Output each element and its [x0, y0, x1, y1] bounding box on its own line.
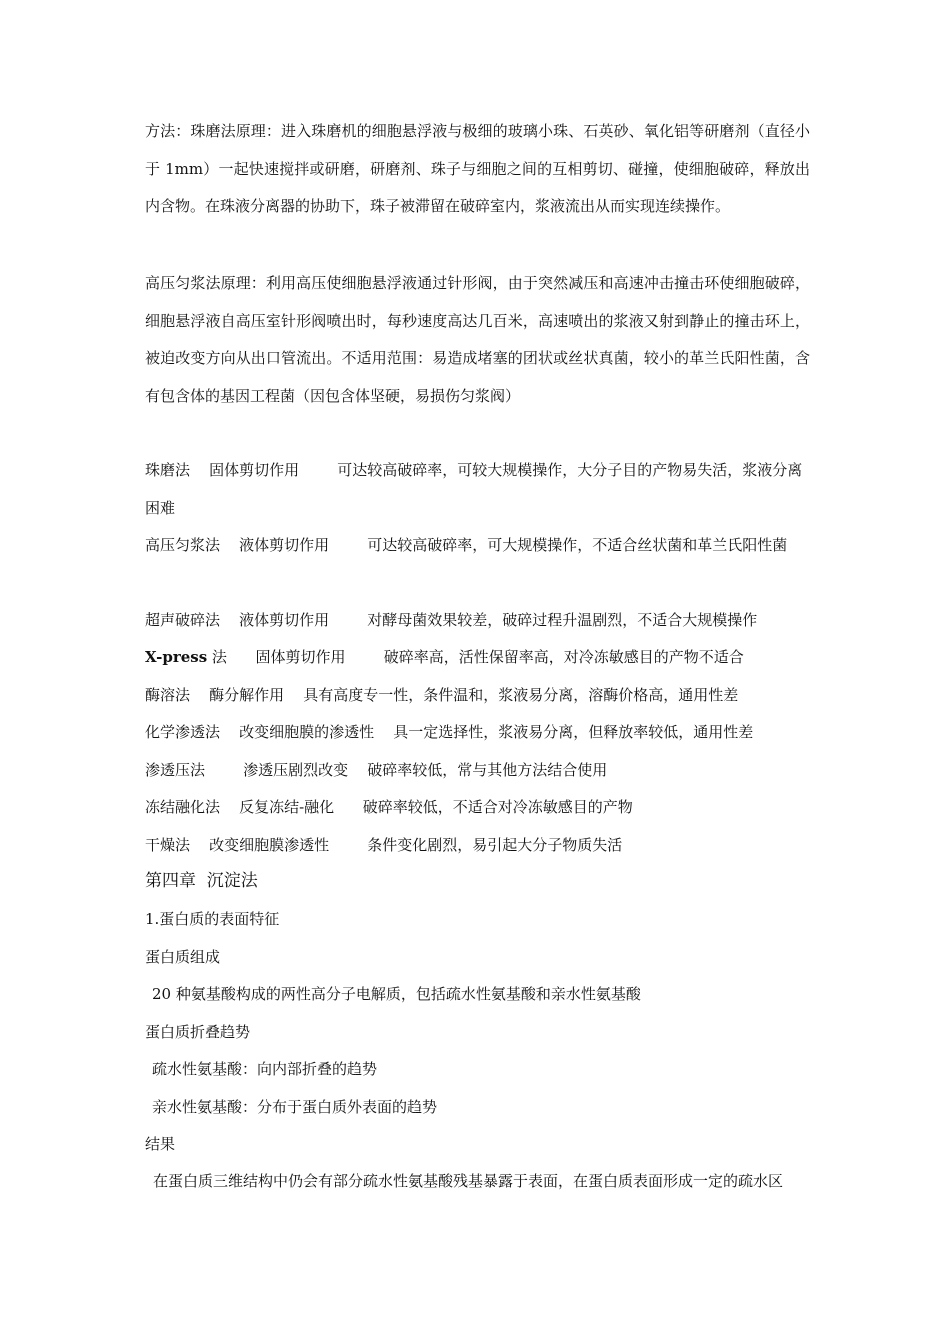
- method-name: 冻结融化法: [145, 798, 221, 816]
- method-name: 化学渗透法: [145, 723, 221, 741]
- method-name: 酶溶法: [145, 686, 191, 704]
- method-row-high-pressure: [145, 527, 813, 565]
- method-row-freeze-thaw: [145, 789, 813, 827]
- spacer: [190, 461, 209, 479]
- method-notes: 破碎率较低，常与其他方法结合使用: [367, 761, 608, 779]
- method-notes: 可达较高破碎率，可较大规模操作，大分子目的产物易失活，浆液分离困难: [145, 461, 803, 517]
- result-label: 结果: [145, 1135, 176, 1153]
- hydrophilic-text: 亲水性氨基酸：分布于蛋白质外表面的趋势: [152, 1098, 438, 1116]
- method-name: 干燥法: [145, 836, 191, 854]
- spacer: [334, 798, 363, 816]
- spacer: [374, 723, 393, 741]
- composition-label: 蛋白质组成: [145, 948, 221, 966]
- chapter-title: [145, 866, 258, 896]
- method-notes: 条件变化剧烈，易引起大分子物质失活: [367, 836, 623, 854]
- method-name-suffix: 法: [207, 648, 227, 666]
- spacer: [227, 648, 256, 666]
- method-notes: 对酵母菌效果较差，破碎过程升温剧烈，不适合大规模操作: [367, 611, 758, 629]
- spacer: [284, 686, 303, 704]
- spacer: [190, 836, 209, 854]
- high-pressure-principle-paragraph: 高压匀浆法原理：利用高压使细胞悬浮液通过针形阀，由于突然减压和高速冲击撞击环使细胞破碎，细胞悬浮液自高压室针形阀喷出时，每秒速度高达几百米，高速喷出的浆液又射到静止的撞击环上，被迫改变方向从出口管流出。不适用范围：易造成堵塞的团状或丝状真菌，较小的革兰氏阳性菌，含有包含体的基因工程菌（因包含体坚硬，易损伤匀浆阀）: [145, 274, 810, 405]
- method-row-bead-mill: [145, 452, 813, 527]
- method-mechanism: 改变细胞膜的渗透性: [239, 723, 375, 741]
- method-row-ultrasonic: [145, 602, 813, 640]
- spacer: [220, 536, 239, 554]
- method-name: 高压匀浆法: [145, 536, 221, 554]
- method-mechanism: 固体剪切作用: [209, 461, 300, 479]
- result-text: 在蛋白质三维结构中仍会有部分疏水性氨基酸残基暴露于表面，在蛋白质表面形成一定的疏水区: [153, 1172, 784, 1190]
- spacer: [329, 611, 367, 629]
- method-notes: 具一定选择性，浆液易分离，但释放率较低，通用性差: [393, 723, 754, 741]
- method-notes: 破碎率较低，不适合对冷冻敏感目的产物: [362, 798, 633, 816]
- method-notes: 具有高度专一性，条件温和，浆液易分离，溶酶价格高，通用性差: [303, 686, 739, 704]
- spacer: [190, 686, 209, 704]
- spacer: [205, 761, 243, 779]
- spacer: [348, 761, 367, 779]
- spacer: [299, 461, 337, 479]
- method-mechanism: 固体剪切作用: [255, 648, 346, 666]
- spacer: [329, 836, 367, 854]
- spacer: [220, 611, 239, 629]
- method-mechanism: 液体剪切作用: [239, 611, 330, 629]
- method-name-bold: X-press: [145, 648, 208, 666]
- spacer: [329, 536, 367, 554]
- spacer: [220, 798, 239, 816]
- method-notes: 破碎率高，活性保留率高，对冷冻敏感目的产物不适合: [383, 648, 744, 666]
- spacer: [220, 723, 239, 741]
- method-name: 珠磨法: [145, 461, 191, 479]
- method-row-chemical-permeation: [145, 714, 813, 752]
- method-name: 超声破碎法: [145, 611, 221, 629]
- hydrophobic-text: 疏水性氨基酸：向内部折叠的趋势: [152, 1060, 378, 1078]
- method-row-enzymatic: [145, 677, 813, 715]
- method-mechanism: 改变细胞膜渗透性: [209, 836, 330, 854]
- method-mechanism: 酶分解作用: [209, 686, 285, 704]
- method-mechanism: 液体剪切作用: [239, 536, 330, 554]
- method-mechanism: 反复冻结-融化: [239, 798, 335, 816]
- chapter-title-text: 第四章 沉淀法: [145, 871, 258, 891]
- method-mechanism: 渗透压剧烈改变: [243, 761, 349, 779]
- method-row-drying: [145, 827, 813, 865]
- method-row-osmotic: [145, 752, 813, 790]
- method-notes: 可达较高破碎率，可大规模操作，不适合丝状菌和革兰氏阳性菌: [367, 536, 788, 554]
- bead-mill-principle-paragraph: 方法：珠磨法原理：进入珠磨机的细胞悬浮液与极细的玻璃小珠、石英砂、氧化铝等研磨剂（直径小于 1mm）一起快速搅拌或研磨，研磨剂、珠子与细胞之间的互相剪切、碰撞，使细胞破碎，释放出内含物。在珠液分离器的协助下，珠子被滞留在破碎室内，浆液流出从而实现连续操作。: [145, 122, 810, 215]
- folding-label: 蛋白质折叠趋势: [145, 1023, 251, 1041]
- spacer: [346, 648, 384, 666]
- method-row-x-press: [145, 639, 813, 677]
- section-heading: 1.蛋白质的表面特征: [145, 910, 280, 928]
- method-name: 渗透压法: [145, 761, 206, 779]
- composition-text: 20 种氨基酸构成的两性高分子电解质，包括疏水性氨基酸和亲水性氨基酸: [152, 985, 641, 1003]
